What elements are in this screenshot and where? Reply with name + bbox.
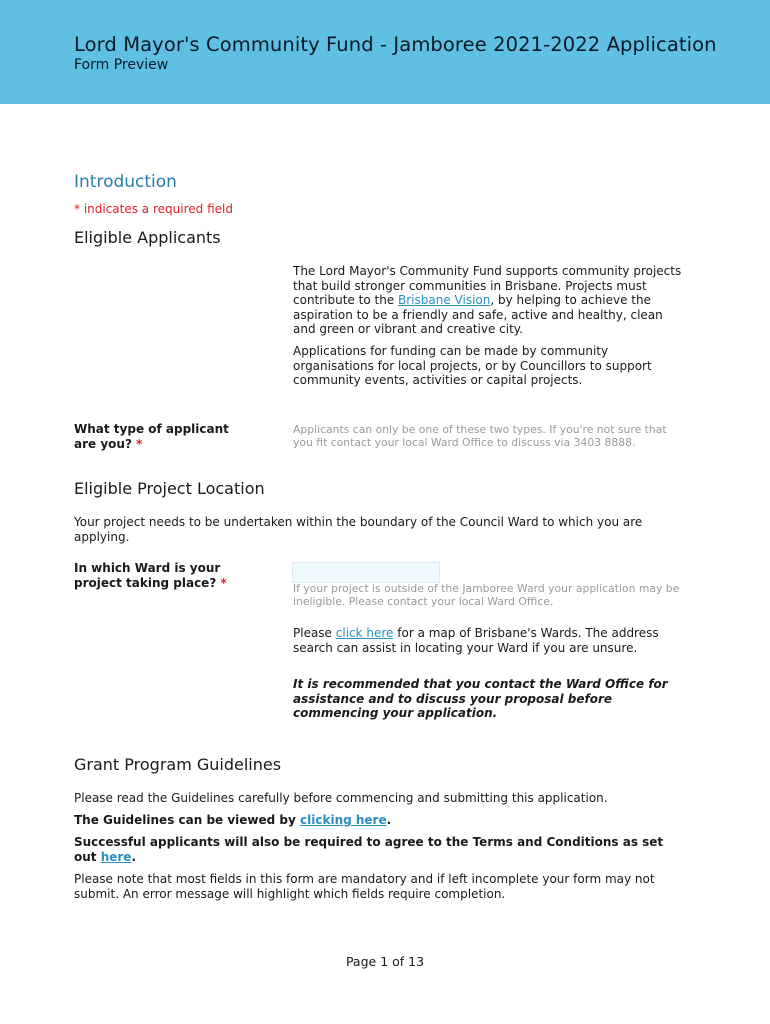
ward-hint: If your project is outside of the Jamboree Ward your application may be ineligible. Please contact your local Ward Office. xyxy=(293,582,680,609)
guidelines-view-paragraph: The Guidelines can be viewed by clicking here. xyxy=(74,813,392,827)
mandatory-fields-paragraph: Please note that most fields in this form are mandatory and if left incomplete your form may not submit. An error message will highlight which fields require completion. xyxy=(74,872,655,901)
introduction-heading: Introduction xyxy=(74,172,177,192)
required-star: * xyxy=(220,575,227,590)
applications-paragraph: Applications for funding can be made by community organisations for local projects, or by Councillors to support community events, activities or capital projects. xyxy=(293,344,652,388)
applicant-type-label: What type of applicant are you? * xyxy=(74,422,229,451)
applicants-intro-paragraph: The Lord Mayor's Community Fund supports community projects that build stronger communities in Brisbane. Projects must contribute to the Brisbane Vision, by helping to achieve the aspiration to be a friendly and safe, active and healthy, clean and green or vibrant and creative city. xyxy=(293,264,682,337)
ward-map-link[interactable]: click here xyxy=(335,626,394,640)
applicant-type-hint: Applicants can only be one of these two types. If you're not sure that you fit contact your local Ward Office to discuss via 3403 8888. xyxy=(293,423,667,450)
guidelines-link[interactable]: clicking here xyxy=(300,813,387,827)
required-star: * xyxy=(136,436,143,451)
page-number: Page 1 of 13 xyxy=(345,954,425,969)
form-title: Lord Mayor's Community Fund - Jamboree 2021-2022 Application xyxy=(74,33,717,56)
form-subtitle: Form Preview xyxy=(74,57,169,73)
location-intro-paragraph: Your project needs to be undertaken within the boundary of the Council Ward to which you are applying. xyxy=(74,515,643,544)
contact-recommendation: It is recommended that you contact the Ward Office for assistance and to discuss your proposal before commencing your application. xyxy=(293,677,668,721)
brisbane-vision-link[interactable]: Brisbane Vision xyxy=(398,293,491,308)
eligible-location-heading: Eligible Project Location xyxy=(74,479,265,498)
guidelines-read-paragraph: Please read the Guidelines carefully before commencing and submitting this application. xyxy=(74,791,608,805)
ward-question-label: In which Ward is your project taking place? * xyxy=(74,561,227,590)
ward-input[interactable] xyxy=(292,562,440,583)
guidelines-heading: Grant Program Guidelines xyxy=(74,755,282,774)
terms-link[interactable]: here xyxy=(100,849,132,864)
required-field-note: * indicates a required field xyxy=(74,202,233,216)
terms-paragraph: Successful applicants will also be required to agree to the Terms and Conditions as set out here. xyxy=(74,835,664,864)
form-header xyxy=(0,0,770,104)
ward-map-paragraph: Please click here for a map of Brisbane's Wards. The address search can assist in locating your Ward if you are unsure. xyxy=(293,626,659,655)
eligible-applicants-heading: Eligible Applicants xyxy=(74,228,221,247)
